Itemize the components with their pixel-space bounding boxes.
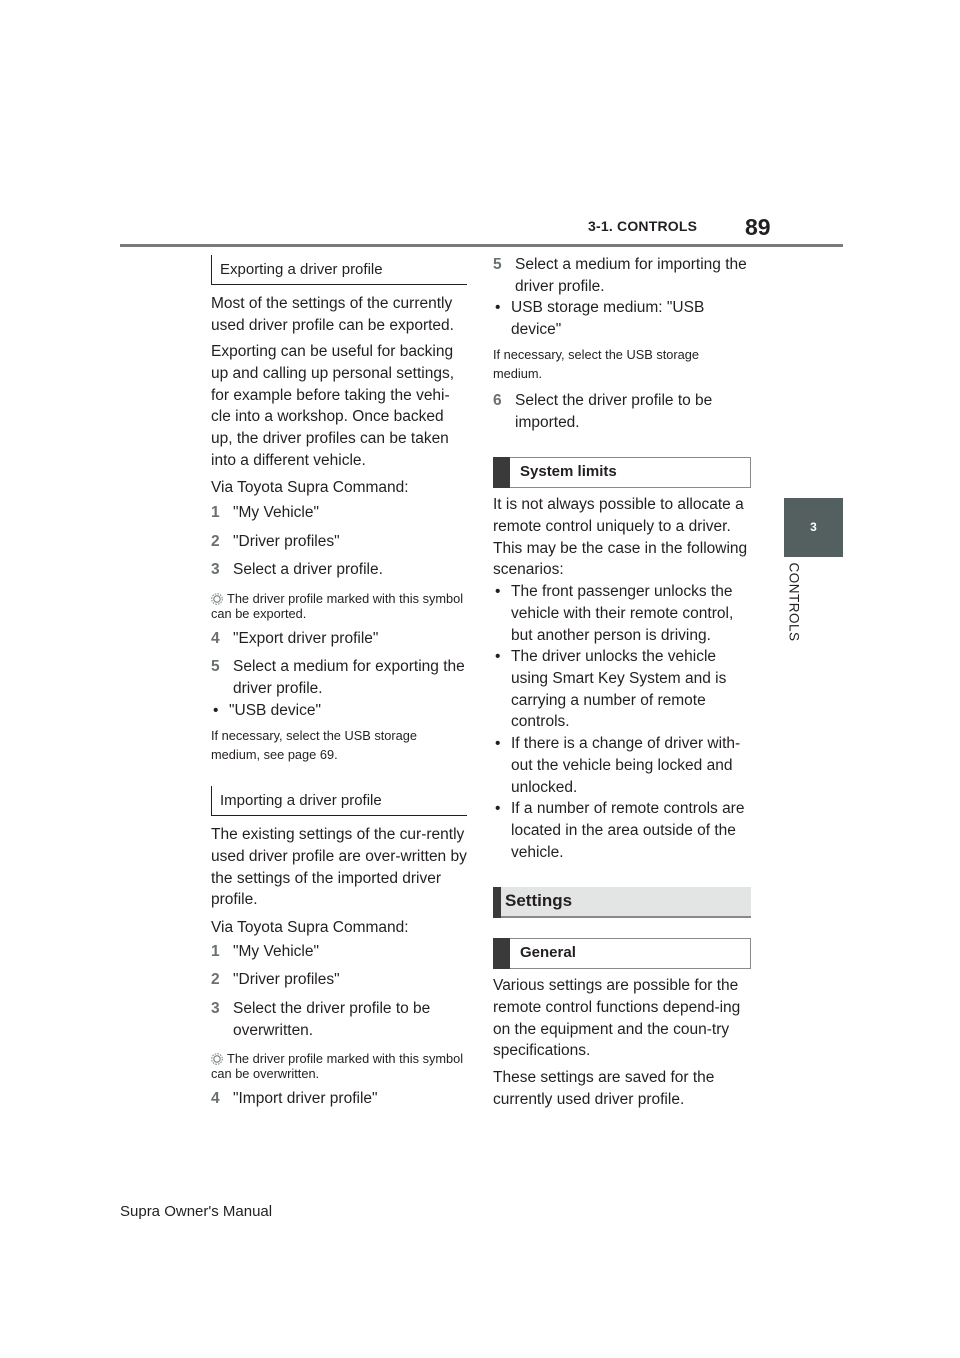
step-text: Select the driver profile to be imported. (515, 392, 713, 431)
limits-paragraph: It is not always possible to allocate a remote control uniquely to a driver. This may be the case in the following scenarios: (493, 496, 748, 579)
export-paragraph-2: Exporting can be useful for backing up and calling up personal settings, for example before taking the vehi-cle into a workshop. Once backed up, the driver profiles can be taken into a different vehicle. (211, 343, 454, 469)
step-number: 4 (211, 1090, 220, 1107)
step-number: 4 (211, 630, 220, 647)
step-number: 3 (211, 561, 220, 578)
general-paragraph-1: Various settings are possible for the remote control functions depend-ing on the equipment and the coun-try specifications. (493, 977, 741, 1060)
export-step (211, 656, 469, 700)
step-text: Select the driver profile to be overwritten. (233, 1000, 431, 1039)
chapter-tab: 3 (784, 498, 843, 557)
import-heading: Importing a driver profile (211, 786, 467, 816)
limits-bullet (493, 798, 751, 863)
import-step (211, 1088, 469, 1110)
step-number: 6 (493, 392, 502, 409)
export-step (211, 502, 469, 524)
section-title: 3-1. CONTROLS (588, 218, 698, 234)
import-step (493, 390, 751, 434)
step-number: 2 (211, 533, 220, 550)
bullet-text: If there is a change of driver with-out the vehicle being locked and unlocked. (511, 735, 741, 796)
export-step (211, 628, 469, 650)
bullet-text: If a number of remote controls are located in the area outside of the vehicle. (511, 800, 745, 861)
import-note (211, 1052, 469, 1081)
usb-small-note: If necessary, select the USB storage medium. (493, 347, 700, 381)
export-step (211, 559, 469, 581)
bullet-text: USB storage medium: "USB device" (511, 299, 705, 338)
limits-bullet (493, 581, 751, 646)
settings-heading: Settings (493, 887, 751, 918)
step-text: "Import driver profile" (233, 1090, 378, 1107)
header-rule (120, 244, 843, 247)
note-text: The driver profile marked with this symbol can be overwritten. (211, 1051, 464, 1081)
export-paragraph-1: Most of the settings of the currently used driver profile can be exported. (211, 295, 454, 334)
note-text: The driver profile marked with this symbol can be exported. (211, 591, 464, 621)
step-text: "Driver profiles" (233, 971, 340, 988)
import-step (493, 254, 751, 298)
export-via: Via Toyota Supra Command: (211, 479, 409, 496)
bullet-dot: • (495, 648, 501, 665)
step-text: "My Vehicle" (233, 504, 319, 521)
step-text: Select a driver profile. (233, 561, 383, 578)
export-heading: Exporting a driver profile (211, 255, 467, 285)
step-number: 1 (211, 943, 220, 960)
step-text: Select a medium for importing the driver profile. (515, 256, 747, 295)
limits-bullet (493, 733, 751, 798)
usb-bullet (493, 297, 751, 341)
import-step (211, 998, 469, 1042)
profile-gear-icon (211, 593, 223, 605)
footer-manual-title: Supra Owner's Manual (120, 1203, 273, 1220)
limits-bullet (493, 646, 751, 733)
step-number: 5 (493, 256, 502, 273)
export-step (211, 531, 469, 553)
step-text: "Export driver profile" (233, 630, 379, 647)
page-number: 89 (745, 214, 771, 240)
chapter-tab-label: CONTROLS (786, 562, 802, 642)
bullet-text: "USB device" (229, 702, 321, 719)
bullet-dot: • (213, 702, 219, 719)
step-text: "My Vehicle" (233, 943, 319, 960)
bullet-dot: • (495, 735, 501, 752)
bullet-text: The driver unlocks the vehicle using Smart Key System and is carrying a number of remote controls. (511, 648, 727, 731)
profile-gear-icon (211, 1053, 223, 1065)
system-limits-heading: System limits (493, 457, 751, 488)
export-bullet (211, 700, 469, 722)
bullet-text: The front passenger unlocks the vehicle with their remote control, but another person is driving. (511, 583, 734, 644)
step-text: "Driver profiles" (233, 533, 340, 550)
export-small-note: If necessary, select the USB storage medium, see page 69. (211, 728, 418, 762)
bullet-dot: • (495, 299, 501, 316)
import-via: Via Toyota Supra Command: (211, 919, 409, 936)
bullet-dot: • (495, 800, 501, 817)
export-note (211, 592, 469, 621)
step-number: 2 (211, 971, 220, 988)
step-number: 5 (211, 658, 220, 675)
import-step (211, 941, 469, 963)
step-number: 3 (211, 1000, 220, 1017)
bullet-dot: • (495, 583, 501, 600)
general-paragraph-2: These settings are saved for the currently used driver profile. (493, 1069, 715, 1108)
general-heading: General (493, 938, 751, 969)
step-number: 1 (211, 504, 220, 521)
import-paragraph: The existing settings of the cur-rently used driver profile are over-written by the settings of the imported driver profile. (211, 826, 467, 909)
import-step (211, 969, 469, 991)
step-text: Select a medium for exporting the driver profile. (233, 658, 465, 697)
